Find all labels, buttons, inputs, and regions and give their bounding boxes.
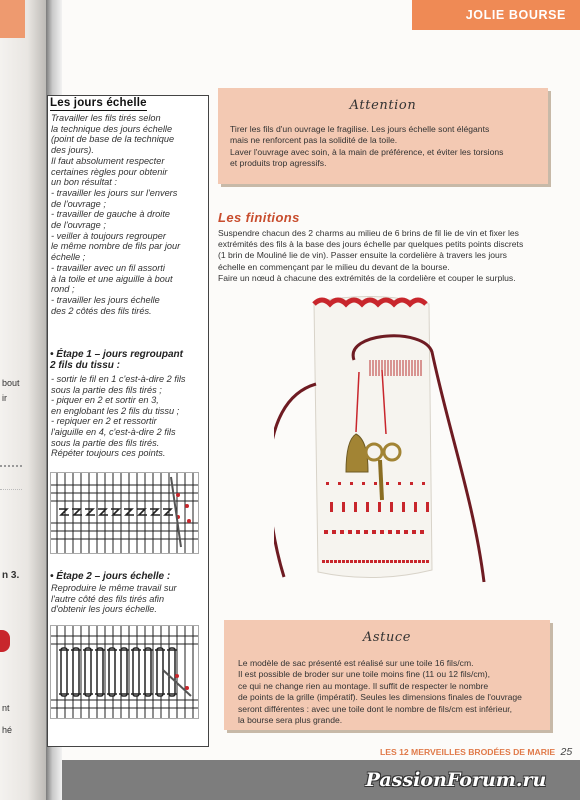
sidebar-intro-line: le même nombre de fils par jour bbox=[51, 241, 181, 252]
step1-text-line: en englobant les 2 fils du tissu ; bbox=[51, 405, 180, 416]
left-text-fragment: ir bbox=[2, 393, 7, 403]
header-title: JOLIE BOURSE bbox=[465, 8, 566, 22]
attention-text-line: et produits trop agressifs. bbox=[230, 158, 327, 169]
sidebar-intro-line: - veiller à toujours regrouper bbox=[51, 230, 166, 241]
left-text-fragment: hé bbox=[2, 725, 13, 735]
step2-text-line: Reproduire le même travail sur bbox=[51, 583, 177, 593]
attention-callout bbox=[218, 88, 548, 184]
page-content bbox=[50, 0, 580, 760]
sidebar-intro-line: certaines règles pour obtenir bbox=[51, 166, 168, 177]
left-header-band bbox=[0, 0, 25, 38]
step2-title-line: • Étape 2 – jours échelle : bbox=[50, 571, 171, 582]
step1-stitch-diagram bbox=[50, 472, 199, 554]
attention-text-line: Tirer les fils d'un ouvrage le fragilise. Les jours échelle sont élégants bbox=[230, 124, 490, 134]
finitions-text-line: extrémités des fils à la base des jours échelle par quelques petits points discrets bbox=[218, 239, 524, 250]
sidebar-intro-line: de l'ouvrage ; bbox=[51, 198, 106, 209]
finitions-text-line: échelle en commençant par le milieu du devant de la bourse. bbox=[218, 261, 450, 272]
finitions-text-line: Suspendre chacun des 2 charms au milieu de 6 brins de fil lie de vin et fixer les bbox=[218, 228, 519, 238]
sidebar-intro-line: la technique des jours échelle bbox=[51, 123, 173, 134]
step1-text-line: sous la partie des fils tirés ; bbox=[51, 384, 162, 395]
sidebar-intro-line: rond ; bbox=[51, 284, 75, 295]
step2-text-line: d'obtenir les jours échelle. bbox=[51, 604, 157, 615]
sidebar-intro-line: - travailler les jours échelle bbox=[51, 294, 160, 305]
sidebar-intro bbox=[51, 113, 203, 316]
step1-text-line: l'aiguille en 4, c'est-à-dire 2 fils bbox=[51, 426, 176, 437]
astuce-text-line: la bourse sera plus grande. bbox=[238, 715, 343, 726]
left-red-motif bbox=[0, 630, 10, 652]
page-number: 25 bbox=[560, 746, 573, 758]
astuce-title: Astuce bbox=[362, 630, 412, 645]
step1-text-line: - piquer en 2 et sortir en 3, bbox=[51, 395, 159, 406]
step2-title bbox=[50, 571, 200, 582]
finitions-text-line: (1 brin de Mouliné lie de vin). Passer ensuite la cordelière à travers les jours bbox=[218, 250, 507, 261]
astuce-text-line: Le modèle de sac présenté est réalisé sur une toile 16 fils/cm. bbox=[238, 658, 474, 668]
attention-title: Attention bbox=[349, 98, 417, 113]
step1-title-line: 2 fils du tissu : bbox=[50, 360, 121, 371]
step1-title bbox=[50, 349, 200, 371]
page-footer bbox=[380, 746, 572, 758]
left-text-fragment: n 3. bbox=[2, 570, 20, 581]
sidebar-intro-line: Travailler les fils tirés selon bbox=[51, 113, 161, 123]
step1-text bbox=[51, 374, 203, 459]
astuce-text-line: ce qui ne change rien au montage. Il suffit de respecter le nombre bbox=[238, 680, 489, 691]
bag-photo bbox=[274, 292, 494, 592]
astuce-callout bbox=[224, 620, 550, 730]
left-text-fragment: nt bbox=[2, 703, 10, 713]
sidebar-intro-line: à la toile et une aiguille à bout bbox=[51, 273, 173, 284]
sidebar-title: Les jours échelle bbox=[50, 97, 147, 109]
astuce-text bbox=[238, 658, 544, 726]
astuce-text-line: de points de la grille (impératif). Seules les dimensions finales de l'ouvrage bbox=[238, 692, 522, 703]
finitions-title: Les finitions bbox=[218, 210, 300, 225]
astuce-text-line: seront différentes : avec une toile dont le nombre de fils/cm est inférieur, bbox=[238, 703, 513, 714]
step1-text-line: - sortir le fil en 1 c'est-à-dire 2 fils bbox=[51, 374, 186, 384]
left-page-edge bbox=[0, 0, 46, 800]
sidebar-intro-line: - travailler les jours sur l'envers bbox=[51, 187, 178, 198]
left-text-fragment: bout bbox=[2, 378, 20, 388]
step2-text-line: l'autre côté des fils tirés afin bbox=[51, 593, 165, 604]
astuce-text-line: Il est possible de broder sur une toile moins fine (11 ou 12 fils/cm), bbox=[238, 669, 491, 680]
finitions-text-line: Faire un nœud à chacune des extrémités de la cordelière et couper le surplus. bbox=[218, 272, 516, 283]
step2-stitch-diagram bbox=[50, 625, 199, 719]
sidebar-intro-line: des 2 côtés des fils tirés. bbox=[51, 305, 152, 316]
sidebar-intro-line: de l'ouvrage ; bbox=[51, 220, 106, 231]
sidebar-intro-line: Il faut absolument respecter bbox=[51, 155, 165, 166]
step1-title-line: • Étape 1 – jours regroupant bbox=[50, 349, 183, 360]
step1-text-line: sous la partie des fils tirés. bbox=[51, 437, 160, 448]
attention-text bbox=[230, 124, 542, 170]
sidebar-intro-line: un bon résultat : bbox=[51, 177, 117, 188]
sidebar-intro-line: (point de base de la technique bbox=[51, 134, 175, 145]
step1-text-line: - repiquer en 2 et ressortir bbox=[51, 416, 157, 427]
watermark-logo: PassionForum.ru bbox=[365, 769, 547, 791]
step2-text bbox=[51, 583, 203, 615]
step1-text-line: Répéter toujours ces points. bbox=[51, 448, 166, 459]
sidebar-intro-line: - travailler de gauche à droite bbox=[51, 209, 170, 220]
sidebar-intro-line: des jours). bbox=[51, 145, 94, 156]
left-diagram-fragment bbox=[0, 465, 22, 490]
sidebar-intro-line: échelle ; bbox=[51, 252, 86, 263]
sidebar-intro-line: - travailler avec un fil assorti bbox=[51, 262, 165, 273]
attention-text-line: mais ne renforcent pas la solidité de la toile. bbox=[230, 135, 398, 146]
finitions-text bbox=[218, 228, 568, 284]
attention-text-line: Laver l'ouvrage avec soin, à la main de préférence, et éviter les torsions bbox=[230, 146, 504, 157]
footer-title: LES 12 MERVEILLES BRODÉES DE MARIE bbox=[380, 747, 556, 757]
